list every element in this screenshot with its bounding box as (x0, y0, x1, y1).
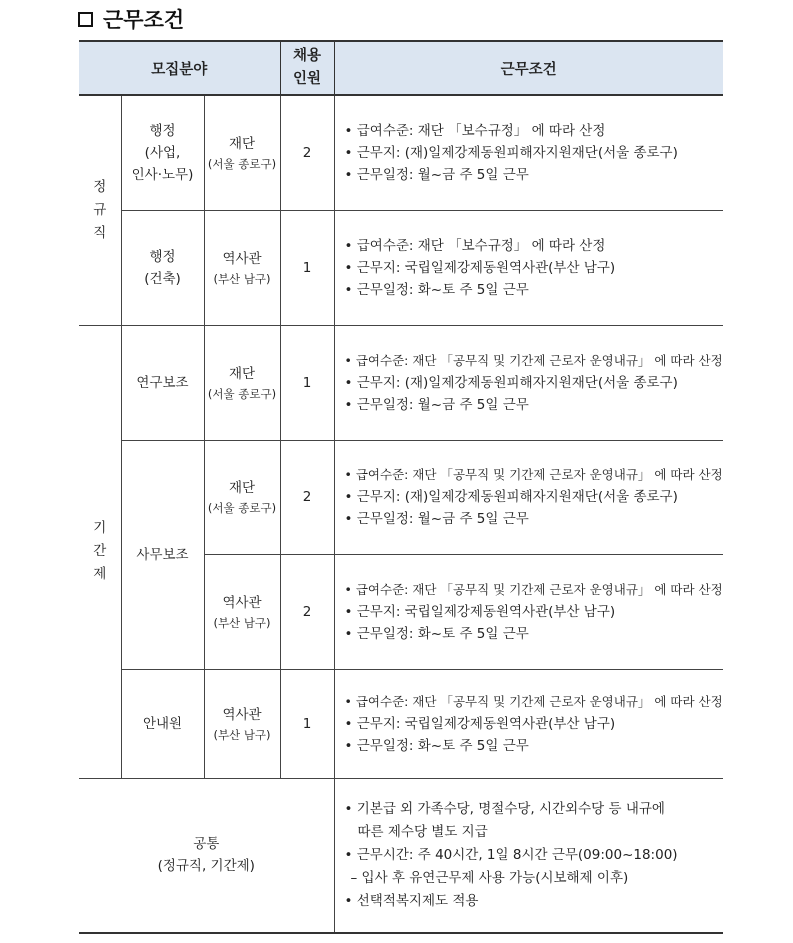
common-welfare: • 선택적복지제도 적용 (344, 892, 479, 909)
header-field: 모집분야 (79, 41, 280, 95)
count-cell: 1 (280, 669, 334, 778)
conditions-cell (334, 669, 723, 778)
place-location: (서울 종로구) (207, 386, 277, 401)
place-cell (204, 325, 280, 440)
table-row (79, 210, 723, 325)
count-cell: 2 (280, 440, 334, 554)
job-cell (121, 95, 204, 210)
table-row (79, 440, 723, 554)
conditions-cell (334, 95, 723, 210)
section-title (78, 4, 184, 34)
common-conditions-cell (334, 778, 723, 933)
group-contract (79, 325, 121, 778)
common-label: 공통 (193, 836, 220, 853)
conditions-cell (334, 210, 723, 325)
condition-location: • 근무지: (재)일제강제동원피해자지원재단(서울 종로구) (344, 374, 678, 391)
place-name: 역사관 (222, 706, 262, 723)
table-header-row (79, 41, 723, 95)
common-flex-work: – 입사 후 유연근무제 사용 가능(시보해제 이후) (350, 869, 629, 886)
job-line1: 안내원 (142, 715, 183, 732)
place-location: (부산 남구) (213, 271, 271, 286)
group-contract-line1: 기 (93, 520, 107, 536)
place-location: (부산 남구) (213, 615, 271, 630)
place-name: 역사관 (222, 594, 262, 611)
table-row (79, 95, 723, 210)
place-cell (204, 210, 280, 325)
condition-salary: • 급여수준: 재단 「공무직 및 기간제 근로자 운영내규」 에 따라 산정 (344, 581, 723, 597)
condition-salary: • 급여수준: 재단 「공무직 및 기간제 근로자 운영내규」 에 따라 산정 (344, 467, 723, 482)
job-line1: 행정 (149, 122, 176, 139)
table-row (79, 669, 723, 778)
table-row (79, 325, 723, 440)
job-line2: (건축) (144, 270, 181, 287)
condition-schedule: • 근무일정: 화~토 주 5일 근무 (344, 625, 529, 642)
condition-location: • 근무지: 국립일제강제동원역사관(부산 남구) (344, 603, 616, 620)
count-cell: 2 (280, 95, 334, 210)
group-contract-line3: 제 (93, 566, 107, 582)
place-name: 재단 (228, 480, 256, 496)
conditions-cell (334, 325, 723, 440)
place-location: (부산 남구) (213, 727, 271, 742)
condition-schedule: • 근무일정: 화~토 주 5일 근무 (344, 737, 529, 754)
condition-location: • 근무지: (재)일제강제동원피해자지원재단(서울 종로구) (344, 144, 678, 161)
conditions-cell (334, 554, 723, 669)
condition-location: • 근무지: 국립일제강제동원역사관(부산 남구) (344, 259, 616, 276)
group-regular-line2: 규 (93, 201, 107, 218)
checkbox-square-icon (78, 12, 93, 27)
place-name: 재단 (228, 365, 256, 382)
condition-location: • 근무지: 국립일제강제동원역사관(부산 남구) (344, 715, 616, 732)
count-cell: 1 (280, 325, 334, 440)
job-cell (121, 210, 204, 325)
condition-salary: • 급여수준: 재단 「공무직 및 기간제 근로자 운영내규」 에 따라 산정 (344, 693, 723, 709)
group-regular-line3: 직 (93, 224, 107, 241)
condition-schedule: • 근무일정: 월~금 주 5일 근무 (344, 511, 529, 527)
header-count-line1: 채용 (292, 48, 321, 64)
table-row-common (79, 778, 723, 933)
place-cell (204, 554, 280, 669)
header-count-line2: 인원 (292, 71, 321, 87)
condition-salary: • 급여수준: 재단 「보수규정」 에 따라 산정 (344, 122, 606, 139)
common-work-hours: • 근무시간: 주 40시간, 1일 8시간 근무(09:00~18:00) (344, 846, 678, 863)
group-regular-line1: 정 (93, 178, 107, 195)
place-location: (서울 종로구) (207, 156, 277, 171)
job-line2: (사업, (144, 144, 181, 161)
job-cell (121, 440, 204, 669)
condition-schedule: • 근무일정: 화~토 주 5일 근무 (344, 281, 529, 298)
job-line1: 행정 (149, 248, 176, 265)
common-allowance: • 기본급 외 가족수당, 명절수당, 시간외수당 등 내규에 (344, 800, 665, 817)
common-label-cell (79, 778, 334, 933)
count-cell: 1 (280, 210, 334, 325)
job-cell (121, 325, 204, 440)
place-cell (204, 440, 280, 554)
group-regular (79, 95, 121, 325)
common-label-sub: (정규직, 기간제) (157, 858, 255, 875)
count-cell: 2 (280, 554, 334, 669)
place-cell (204, 669, 280, 778)
place-name: 역사관 (222, 250, 262, 267)
place-cell (204, 95, 280, 210)
header-count (280, 41, 334, 95)
conditions-cell (334, 440, 723, 554)
condition-salary: • 급여수준: 재단 「공무직 및 기간제 근로자 운영내규」 에 따라 산정 (344, 352, 723, 368)
common-allowance-cont: 따른 제수당 별도 지급 (357, 823, 488, 840)
place-name: 재단 (228, 135, 256, 152)
job-cell (121, 669, 204, 778)
job-line3: 인사·노무) (131, 166, 194, 183)
condition-location: • 근무지: (재)일제강제동원피해자지원재단(서울 종로구) (344, 489, 678, 505)
job-line1: 연구보조 (136, 374, 189, 391)
section-title-text: 근무조건 (103, 8, 185, 32)
work-conditions-table (79, 40, 723, 934)
condition-salary: • 급여수준: 재단 「보수규정」 에 따라 산정 (344, 237, 606, 254)
place-location: (서울 종로구) (207, 501, 277, 515)
group-contract-line2: 간 (93, 543, 107, 559)
condition-schedule: • 근무일정: 월~금 주 5일 근무 (344, 166, 529, 183)
condition-schedule: • 근무일정: 월~금 주 5일 근무 (344, 396, 529, 413)
header-conditions: 근무조건 (334, 41, 723, 95)
job-line1: 사무보조 (136, 546, 189, 563)
